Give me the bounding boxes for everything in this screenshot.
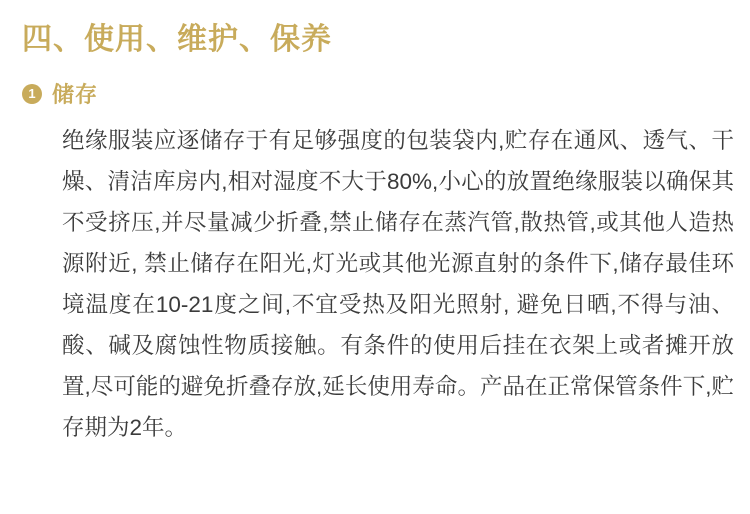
body-paragraph: 绝缘服装应逐储存于有足够强度的包装袋内,贮存在通风、透气、干燥、清洁库房内,相对湿度不大于80%,小心的放置绝缘服装以确保其不受挤压,并尽量减少折叠,禁止储存在蒸汽管,散热管,或其他人造热源附近, 禁止储存在阳光,灯光或其他光源直射的条件下,储存最佳环境温度在10-21度之间,不宜受热及阳光照射, 避免日晒,不得与油、酸、碱及腐蚀性物质接触。有条件的使用后挂在衣架上或者摊开放置,尽可能的避免折叠存放,延长使用寿命。产品在正常保管条件下,贮存期为2年。 (62, 128, 734, 440)
section-title: 四、使用、维护、保养 (22, 23, 332, 56)
subsection-title: 储存 (52, 82, 99, 107)
number-badge-icon: 1 (22, 84, 42, 104)
subsection-heading (22, 78, 98, 109)
